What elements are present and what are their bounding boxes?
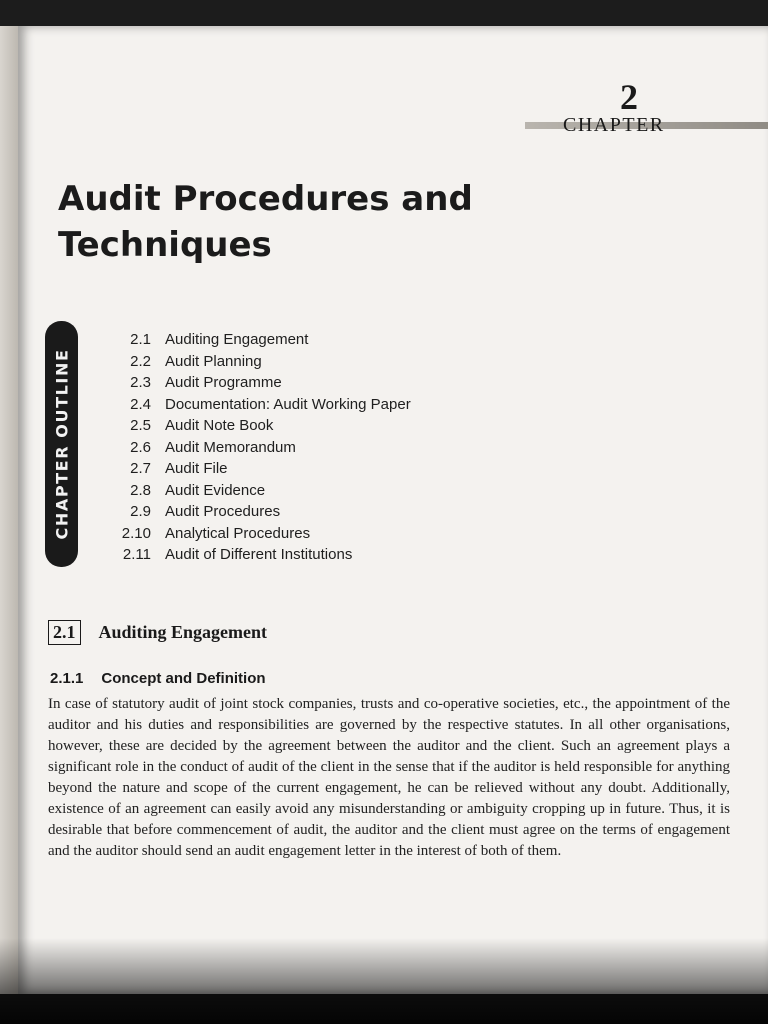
chapter-outline-tab [45, 321, 78, 567]
section-heading [48, 620, 267, 645]
outline-item-number: 2.8 [130, 481, 151, 499]
chapter-label: CHAPTER [563, 114, 665, 136]
section-title: Auditing Engagement [98, 622, 268, 642]
outline-item-text: Audit Evidence [165, 481, 266, 499]
outline-item-number: 2.5 [130, 417, 151, 434]
outline-item-number: 2.1 [130, 331, 151, 348]
outline-item [113, 437, 473, 459]
outline-item [113, 329, 473, 351]
outline-item-text: Auditing Engagement [165, 331, 309, 348]
outline-item [113, 372, 473, 394]
outline-item [113, 501, 473, 523]
outline-item [113, 458, 473, 480]
chapter-title: Audit Procedures and Techniques [58, 179, 473, 265]
chapter-outline-list [113, 329, 473, 566]
outline-item [113, 523, 473, 545]
outline-item [113, 415, 473, 437]
book-page [18, 26, 768, 994]
outline-item [113, 394, 473, 416]
outline-item-text: Audit of Different Institutions [165, 546, 353, 563]
outline-item-text: Audit Planning [165, 352, 262, 370]
outline-item-text: Audit Programme [165, 374, 282, 391]
outline-item-text: Audit File [165, 460, 228, 477]
outline-item-number: 2.7 [130, 460, 151, 477]
outline-item-number: 2.11 [122, 546, 151, 563]
outline-item-number: 2.9 [130, 503, 151, 520]
chapter-outline-label: CHAPTER OUTLINE [52, 348, 71, 540]
subsection-heading [50, 670, 266, 687]
body-paragraph: In case of statutory audit of joint stock companies, trusts and co-operative societies, etc., the appointment of the auditor and his duties and responsibilities are governed by the respective statutes. In all other organisations, however, these are decided by the agreement between the auditor and the client. Such an agreement plays a significant role in the conduct of audit of the client in the sense that if the auditor is held responsible for anything beyond the nature and scope of the current engagement, he can be relieved without any doubt. Additionally, existence of an agreement can easily avoid any misunderstanding or ambiguity cropping up in future. Thus, it is desirable that before commencement of audit, the auditor and the client must agree on the terms of engagement and the auditor should send an audit engagement letter in the interest of both of them. [48, 696, 730, 859]
outline-item-text: Audit Procedures [165, 503, 281, 520]
outline-item [113, 480, 473, 502]
page-bottom-shadow [0, 938, 768, 1024]
chapter-number: 2 [620, 77, 638, 117]
outline-item-text: Audit Note Book [165, 417, 274, 434]
outline-item-text: Documentation: Audit Working Paper [165, 395, 411, 413]
outline-item [113, 351, 473, 373]
outline-item-text: Analytical Procedures [165, 524, 311, 542]
outline-item-number: 2.2 [130, 352, 151, 370]
outline-item-text: Audit Memorandum [165, 438, 296, 456]
outline-item-number: 2.6 [130, 438, 151, 456]
outline-item-number: 2.3 [130, 374, 151, 391]
subsection-number: 2.1.1 [50, 670, 84, 687]
outline-item [113, 544, 473, 566]
outline-item-number: 2.4 [130, 395, 151, 413]
section-number: 2.1 [48, 620, 81, 645]
outline-item-number: 2.10 [121, 524, 151, 542]
subsection-title: Concept and Definition [101, 670, 266, 687]
